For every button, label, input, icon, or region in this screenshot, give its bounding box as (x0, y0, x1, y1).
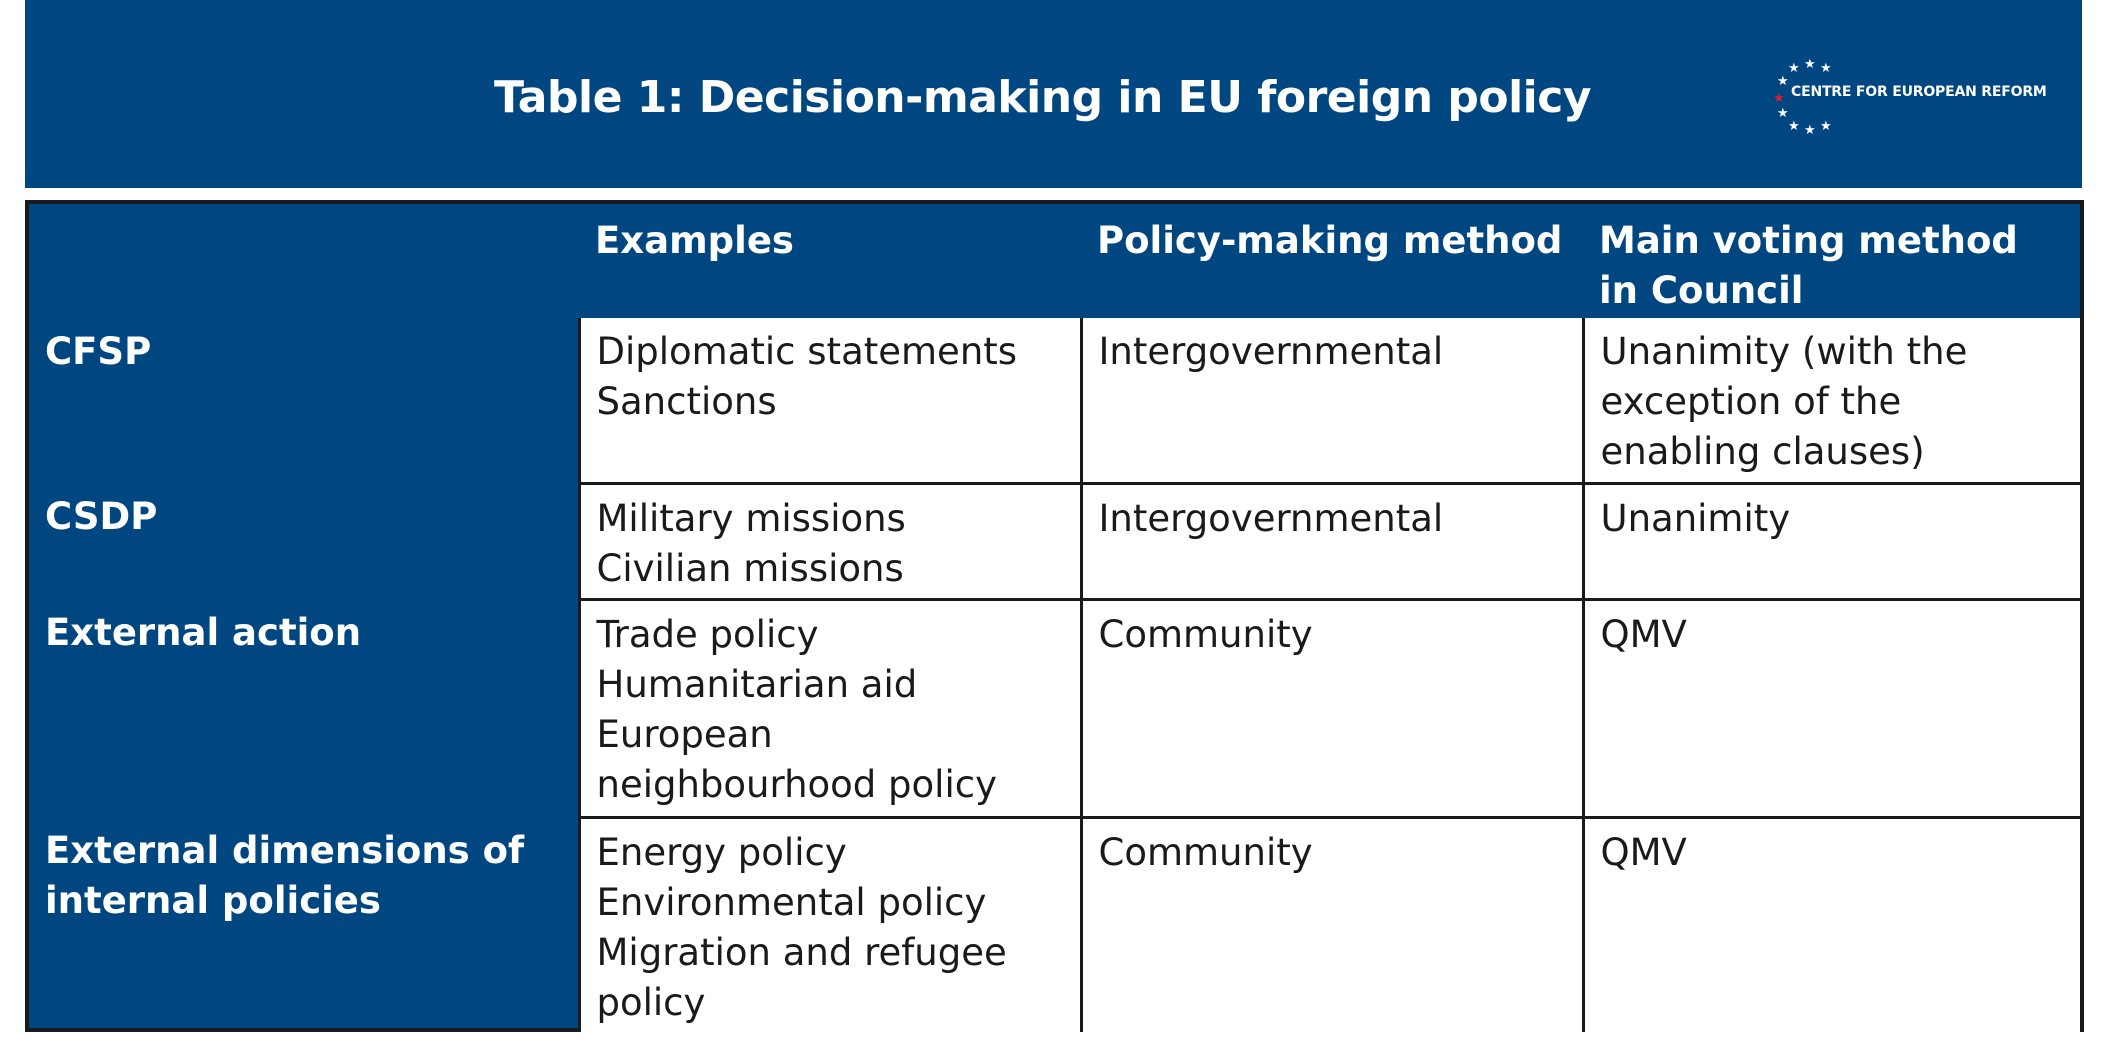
example-item: European neighbourhood policy (596, 712, 997, 806)
row-label: External action (45, 611, 362, 654)
examples-cell (579, 599, 1081, 817)
example-item: Migration and refugee policy (596, 930, 1007, 1024)
examples-cell (579, 483, 1081, 599)
table-row (29, 599, 2080, 817)
column-header-blank (29, 204, 579, 318)
policy-table (25, 200, 2084, 1032)
row-label: External dimensions of internal policies (45, 829, 525, 922)
svg-text:★: ★ (1773, 91, 1785, 106)
example-item: Humanitarian aid (596, 662, 918, 706)
svg-text:★: ★ (1777, 106, 1789, 121)
svg-text:★: ★ (1777, 74, 1789, 89)
example-item: Diplomatic statements (596, 330, 1018, 373)
table-row (29, 318, 2080, 483)
column-header-policy-method: Policy-making method (1097, 219, 1563, 262)
svg-text:★: ★ (1820, 61, 1832, 76)
example-item: Military missions (596, 496, 906, 540)
decision-making-table (29, 204, 2080, 1032)
voting-method-cell: QMV (1583, 599, 2080, 817)
row-label: CSDP (45, 495, 158, 538)
svg-text:★: ★ (1820, 119, 1832, 134)
cer-logo (1765, 50, 2065, 140)
policy-method-cell: Intergovernmental (1081, 318, 1583, 483)
svg-text:★: ★ (1788, 119, 1800, 134)
column-header-voting-method: Main voting method in Council (1599, 219, 2018, 312)
example-item: Environmental policy (596, 880, 987, 924)
example-item: Trade policy (596, 612, 819, 656)
example-item: Energy policy (596, 830, 847, 874)
voting-method-cell: Unanimity (1583, 483, 2080, 599)
svg-text:★: ★ (1804, 123, 1816, 138)
svg-text:★: ★ (1788, 61, 1800, 76)
policy-method-cell: Intergovernmental (1081, 483, 1583, 599)
row-label: CFSP (45, 330, 152, 373)
svg-text:★: ★ (1804, 57, 1816, 72)
example-item: Civilian missions (596, 546, 904, 590)
policy-method-cell: Community (1081, 599, 1583, 817)
table-header-row (29, 204, 2080, 318)
table-row (29, 483, 2080, 599)
voting-method-cell: Unanimity (with the exception of the enabling clauses) (1583, 318, 2080, 483)
policy-method-cell: Community (1081, 817, 1583, 1032)
table-row (29, 817, 2080, 1032)
column-header-examples: Examples (595, 219, 794, 262)
examples-cell (579, 817, 1081, 1032)
example-item: Sanctions (596, 380, 777, 423)
table-title: Table 1: Decision-making in EU foreign policy (493, 72, 1592, 123)
logo-text: CENTRE FOR EUROPEAN REFORM (1791, 84, 2047, 100)
examples-cell (579, 318, 1081, 483)
table-header-banner (25, 0, 2082, 188)
voting-method-cell: QMV (1583, 817, 2080, 1032)
